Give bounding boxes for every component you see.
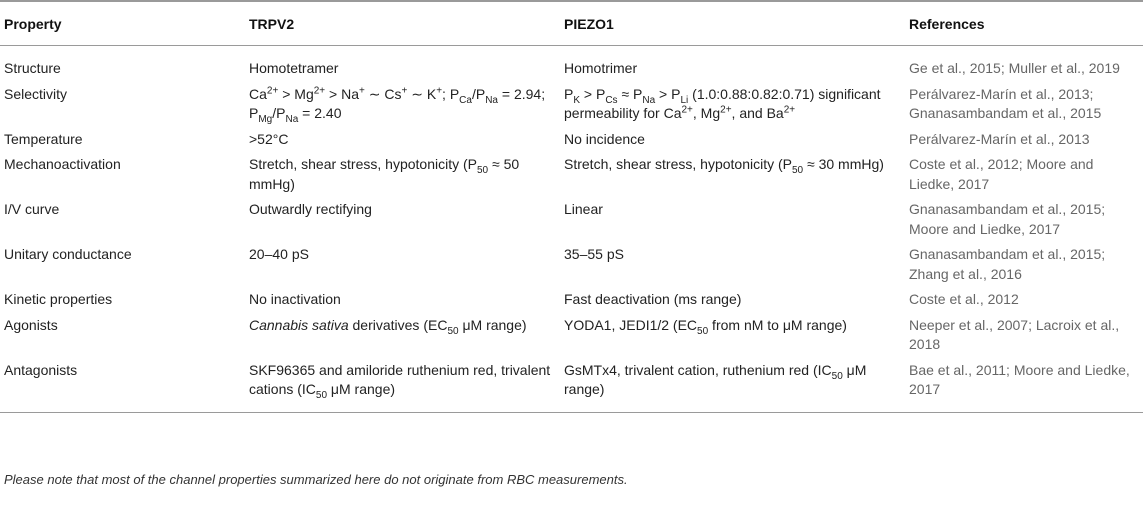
sub: Na [485,94,498,106]
cell-trpv2 [245,155,560,200]
sub: Na [285,113,299,125]
text: / [471,85,476,102]
text: μM range) [564,361,867,397]
header-trpv2: TRPV2 [245,1,560,46]
sup: 2+ [313,84,326,96]
table-row-selectivity [0,85,1143,130]
text: P [564,85,574,102]
cell-piezo1: Fast deactivation (ms range) [564,291,742,307]
text: , and Ba [731,105,784,121]
sup: 2+ [783,104,796,116]
sup: + [359,84,365,96]
sub: Li [680,94,689,106]
text: from nM to μM range) [708,316,847,333]
text: > [325,85,342,102]
text: ; [442,85,450,102]
sub: 50 [831,370,843,382]
cell-trpv2 [245,361,560,413]
sup: 2+ [266,84,279,96]
text: P [449,85,460,102]
sub: Mg [258,113,273,125]
text: = 2.40 [298,105,342,121]
header-property: Property [0,1,245,46]
cell-property: Agonists [4,316,58,333]
cell-references: Coste et al., 2012; Moore and Liedke, 2017 [909,156,1094,192]
cell-property: Selectivity [4,85,68,102]
cell-piezo1: 35–55 pS [564,246,624,262]
text: / [272,105,277,121]
table-row-structure [0,46,1143,85]
cell-piezo1: Linear [564,201,603,217]
cell-property: Unitary conductance [4,246,132,262]
cell-piezo1 [560,316,905,361]
text: Stretch, shear stress, hypotonicity (P [564,156,792,172]
text: = 2.94; [498,85,546,102]
text: > [580,85,596,102]
table-row-antagonists [0,361,1143,413]
cell-property: I/V curve [4,201,60,217]
text: ≈ [617,85,634,102]
text: ∼ [364,85,385,102]
table-row-agonists [0,316,1143,361]
text: derivatives (EC [348,316,448,333]
table-footnote: Please note that most of the channel properties summarized here do not originate from RBC measurements. [4,472,628,487]
text: Mg [294,85,314,102]
cell-references: Gnanasambandam et al., 2015; Moore and Liedke, 2017 [909,201,1106,237]
table-row-temperature [0,130,1143,156]
text: > [278,85,295,102]
table-row-iv-curve [0,200,1143,245]
text: K [426,85,437,102]
header-piezo1: PIEZO1 [560,1,905,46]
text: ≈ 50 mmHg) [249,156,520,192]
table-row-mechanoactivation [0,155,1143,200]
sub: Cs [605,94,618,106]
cell-piezo1: No incidence [564,130,645,147]
cell-property: Antagonists [0,361,245,413]
cell-piezo1 [560,155,905,200]
cell-references: Gnanasambandam et al., 2015; Zhang et al., 2016 [909,246,1106,282]
cell-property: Structure [4,60,61,76]
text: Na [341,85,360,102]
text: ∼ [407,85,427,102]
table-body [0,46,1143,413]
cell-piezo1 [560,361,905,413]
sup: 2+ [720,104,732,116]
text: μM range) [327,381,396,397]
sub: 50 [476,164,489,176]
text: , Mg [692,105,721,121]
header-row [0,1,1143,46]
text: P [475,85,486,102]
header-references: References [905,1,1143,46]
sup: + [436,84,443,96]
text: > [655,85,672,102]
sub: 50 [697,325,709,337]
text: P [276,105,286,121]
text: (1.0:0.88:0.82:0.71) significant permeability for Ca [564,85,881,121]
cell-references: Bae et al., 2011; Moore and Liedke, 2017 [905,361,1143,413]
sub: Na [642,94,656,106]
cell-trpv2: >52°C [249,130,289,147]
cell-references: Perálvarez-Marín et al., 2013 [909,130,1090,147]
sub: K [573,94,581,106]
table-row-kinetic-properties [0,290,1143,316]
text: P [633,85,643,102]
text: P [595,85,606,102]
cell-property: Kinetic properties [4,291,113,307]
cell-trpv2: Outwardly rectifying [249,201,372,217]
text: Ca [249,85,267,102]
cell-property: Mechanoactivation [4,156,121,172]
text: YODA1, JEDI1/2 (EC [564,316,698,333]
cell-trpv2: Homotetramer [249,60,339,76]
text: SKF96365 and amiloride ruthenium red, trivalent cations (IC [249,361,551,397]
table-row-unitary-conductance [0,245,1143,290]
table-header [0,1,1143,46]
sub: 50 [791,164,804,176]
text: P [249,105,259,121]
text: P [671,85,681,102]
cell-piezo1: Homotrimer [564,60,638,76]
sub: 50 [447,325,459,337]
italic-text: Cannabis sativa [249,316,349,333]
cell-references: Neeper et al., 2007; Lacroix et al., 2018 [909,316,1120,352]
cell-references: Coste et al., 2012 [909,291,1019,307]
text: GsMTx4, trivalent cation, ruthenium red (IC [564,361,832,378]
cell-references: Ge et al., 2015; Muller et al., 2019 [909,60,1120,76]
cell-trpv2 [245,85,560,130]
text: Stretch, shear stress, hypotonicity (P [249,156,477,172]
text: Cs [384,85,402,102]
cell-trpv2: No inactivation [249,291,341,307]
cell-trpv2: 20–40 pS [249,246,309,262]
cell-property: Temperature [4,130,83,147]
text: μM range) [458,316,527,333]
sub: 50 [315,389,328,401]
sup: 2+ [681,104,693,116]
cell-piezo1 [560,85,905,130]
cell-references: Perálvarez-Marín et al., 2013; Gnanasambandam et al., 2015 [909,85,1102,121]
sub: Ca [459,94,472,106]
sup: + [401,84,408,96]
text: ≈ 30 mmHg) [803,156,884,172]
cell-trpv2 [245,316,560,361]
